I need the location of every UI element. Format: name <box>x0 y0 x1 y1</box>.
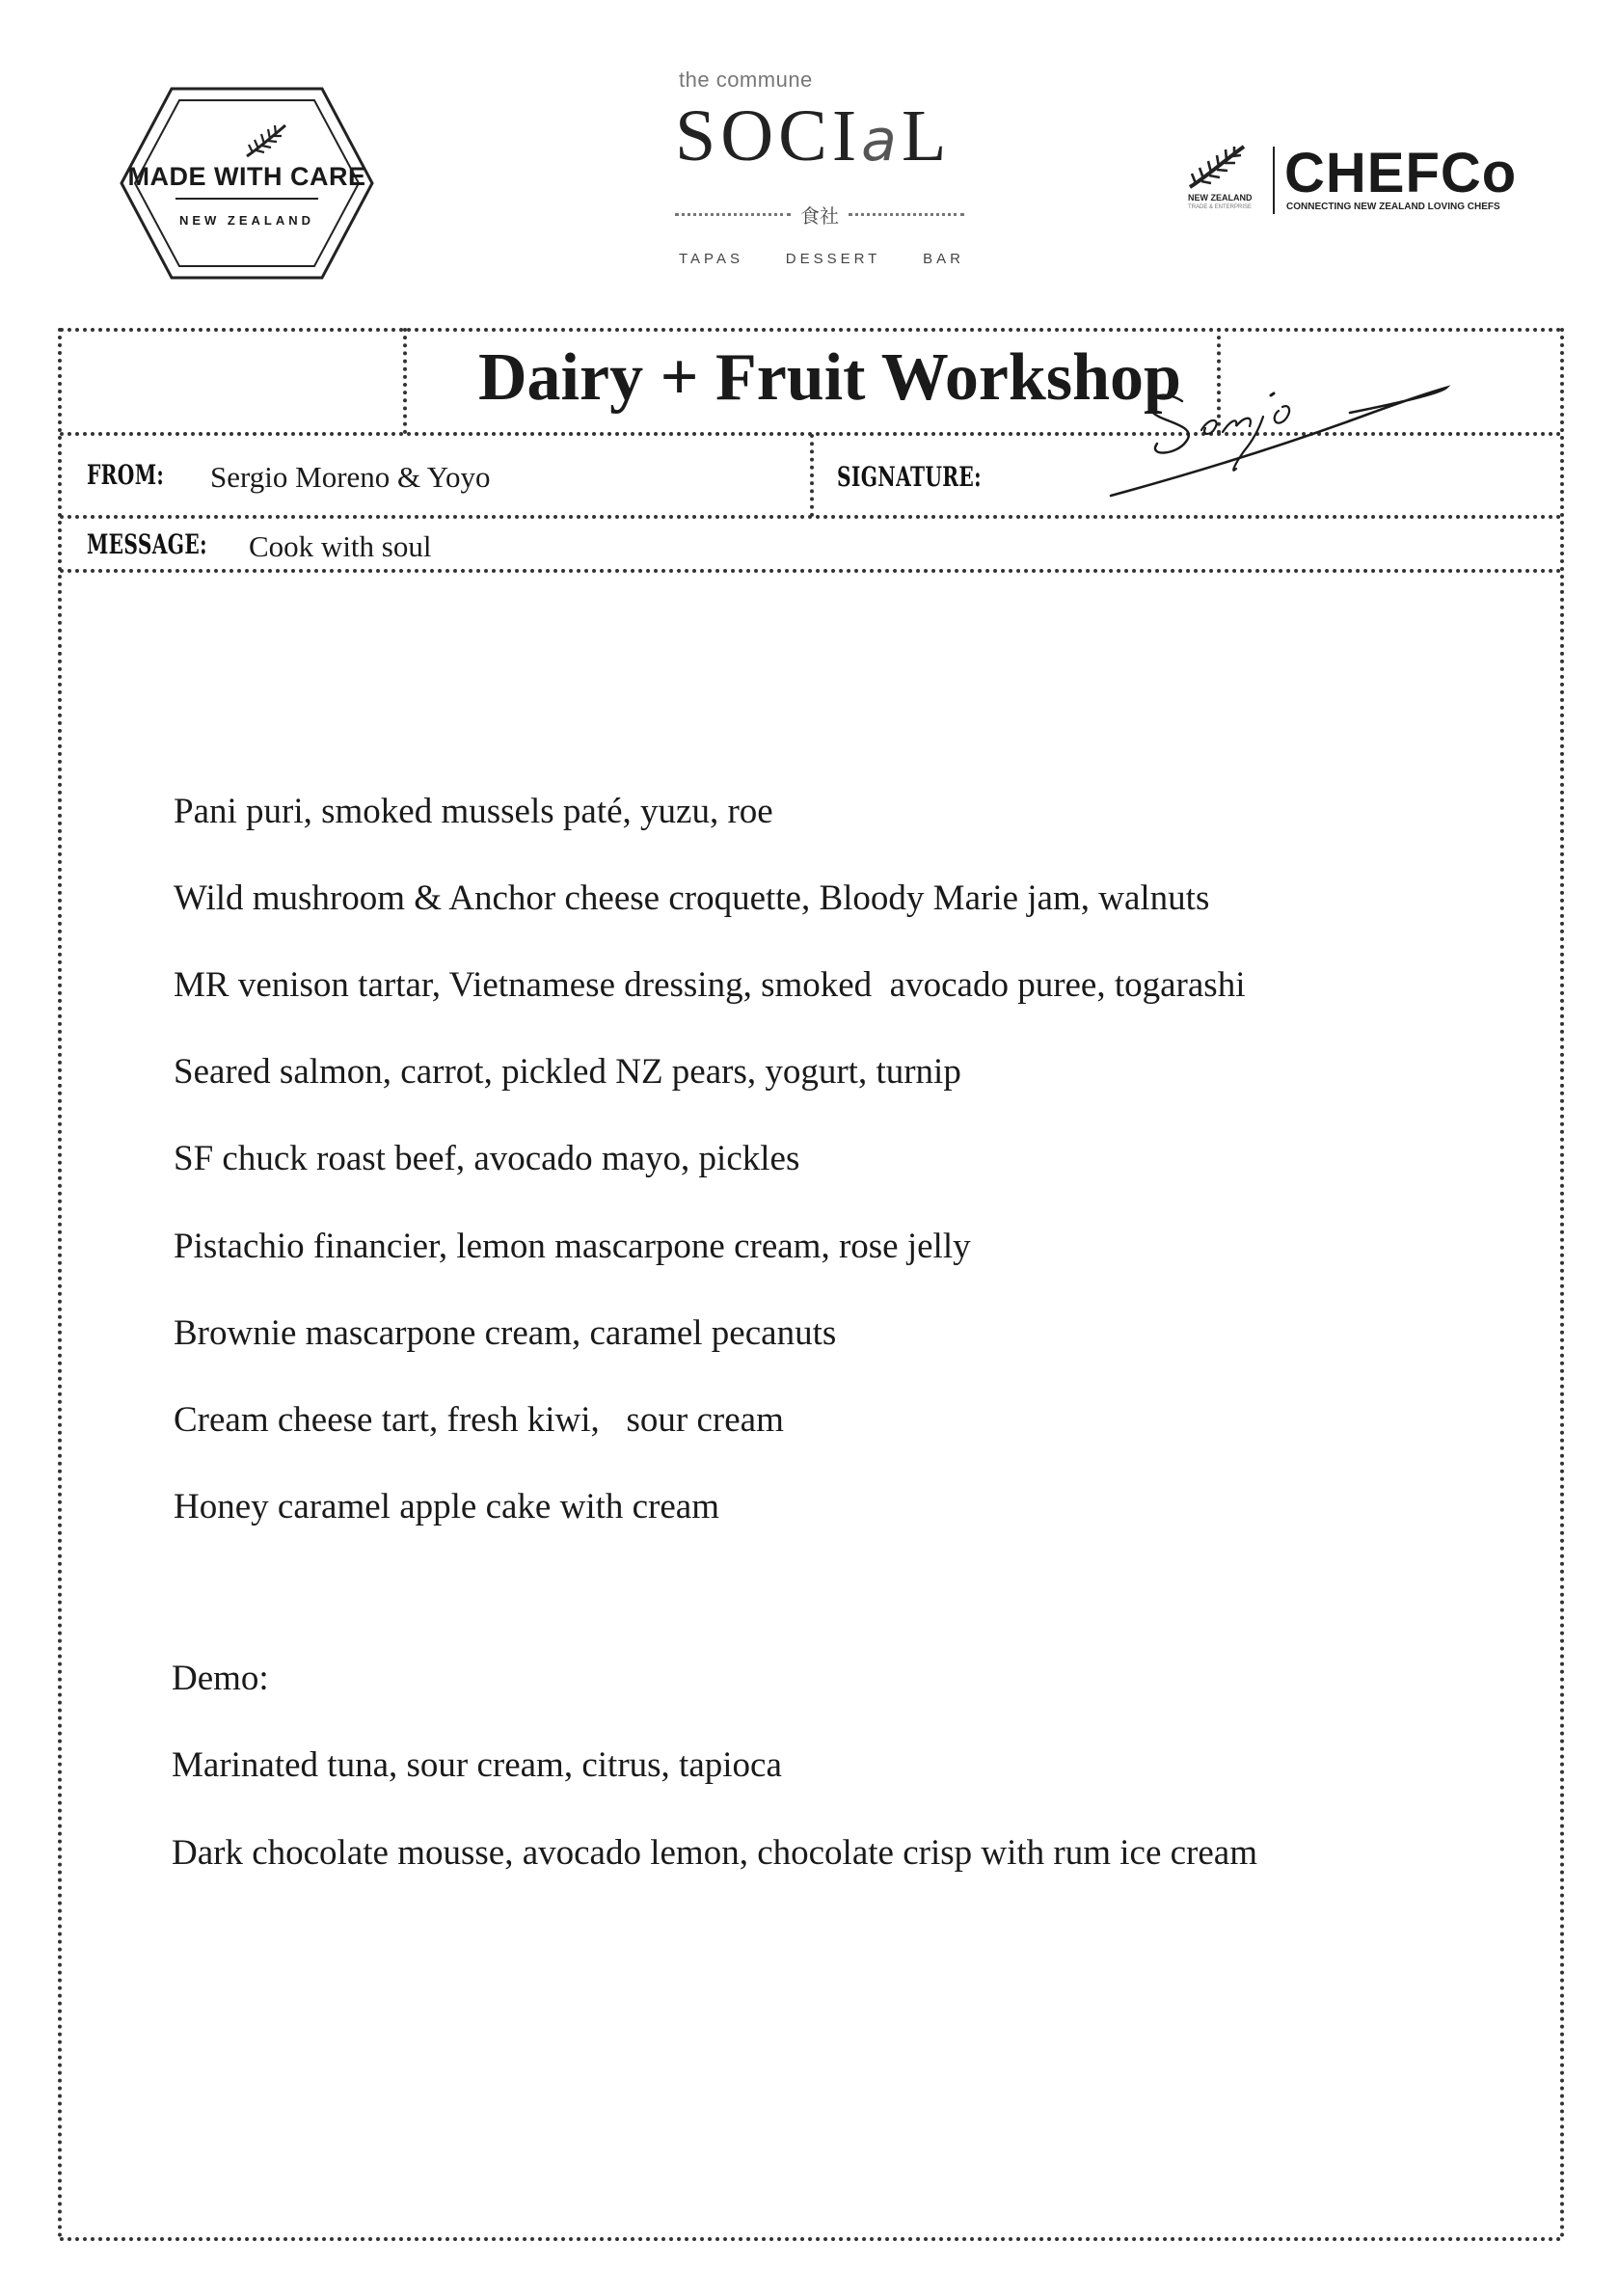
dotted-rule <box>849 213 964 216</box>
logo-divider <box>1273 147 1275 214</box>
menu-item: MR venison tartar, Vietnamese dressing, smoked avocado puree, togarashi <box>174 965 1246 1005</box>
social-chinese-name: 食社 <box>800 204 839 228</box>
chefco-logo <box>1188 142 1518 222</box>
fern-icon <box>1188 145 1246 189</box>
made-with-care-subtitle: NEW ZEALAND <box>178 213 315 228</box>
signature-label: SIGNATURE: <box>837 461 982 493</box>
menu-item: Pistachio financier, lemon mascarpone cream, rose jelly <box>174 1227 971 1266</box>
social-wordmark-suffix: L <box>901 95 952 176</box>
from-value: Sergio Moreno & Yoyo <box>210 460 491 494</box>
social-tag: BAR <box>923 251 964 267</box>
fern-icon <box>245 123 287 158</box>
frame-left-border <box>58 328 62 2239</box>
frame-top-border <box>60 328 1562 332</box>
row-divider-message <box>60 569 1562 573</box>
demo-item: Marinated tuna, sour cream, citrus, tapioca <box>172 1745 782 1785</box>
social-tag: TAPAS <box>679 251 743 267</box>
menu-item: Wild mushroom & Anchor cheese croquette, Bloody Marie jam, walnuts <box>174 878 1210 918</box>
dotted-rule <box>675 213 791 216</box>
social-wordmark-prefix: SOCI <box>675 95 862 176</box>
nz-sublabel: TRADE & ENTERPRISE <box>1188 204 1253 210</box>
menu-item: Honey caramel apple cake with cream <box>174 1487 720 1526</box>
menu-item: Seared salmon, carrot, pickled NZ pears, yogurt, turnip <box>174 1052 961 1092</box>
title-divider-left <box>403 328 407 434</box>
nz-trade-enterprise-mark <box>1188 145 1263 214</box>
demo-heading: Demo: <box>172 1659 269 1698</box>
from-label: FROM: <box>87 459 165 491</box>
menu-item: Pani puri, smoked mussels paté, yuzu, roe <box>174 792 773 831</box>
chefco-tagline: CONNECTING NEW ZEALAND LOVING CHEFS <box>1286 202 1500 212</box>
message-label: MESSAGE: <box>87 528 207 560</box>
chefco-wordmark: CHEFCo <box>1284 142 1518 204</box>
message-value: Cook with soul <box>249 529 432 563</box>
made-with-care-logo <box>118 81 376 285</box>
social-wordmark-a: a <box>861 107 902 175</box>
frame-bottom-border <box>60 2237 1562 2241</box>
social-logo <box>675 68 964 270</box>
nz-label: NEW ZEALAND <box>1188 193 1253 203</box>
social-wordmark <box>675 95 951 178</box>
social-tag: DESSERT <box>785 251 881 267</box>
social-tags <box>679 251 964 267</box>
menu-item: Cream cheese tart, fresh kiwi, sour cream <box>174 1400 784 1440</box>
page-title: Dairy + Fruit Workshop <box>478 340 1181 415</box>
social-divider <box>675 201 964 229</box>
from-signature-divider <box>810 434 814 517</box>
menu-item: SF chuck roast beef, avocado mayo, pickles <box>174 1139 800 1178</box>
handwritten-signature <box>1109 378 1466 503</box>
demo-item: Dark chocolate mousse, avocado lemon, chocolate crisp with rum ice cream <box>172 1833 1258 1873</box>
frame-right-border <box>1560 328 1564 2239</box>
made-with-care-title: MADE WITH CARE <box>127 162 366 191</box>
menu-item: Brownie mascarpone cream, caramel pecanuts <box>174 1313 837 1353</box>
social-subtitle: the commune <box>679 68 813 92</box>
